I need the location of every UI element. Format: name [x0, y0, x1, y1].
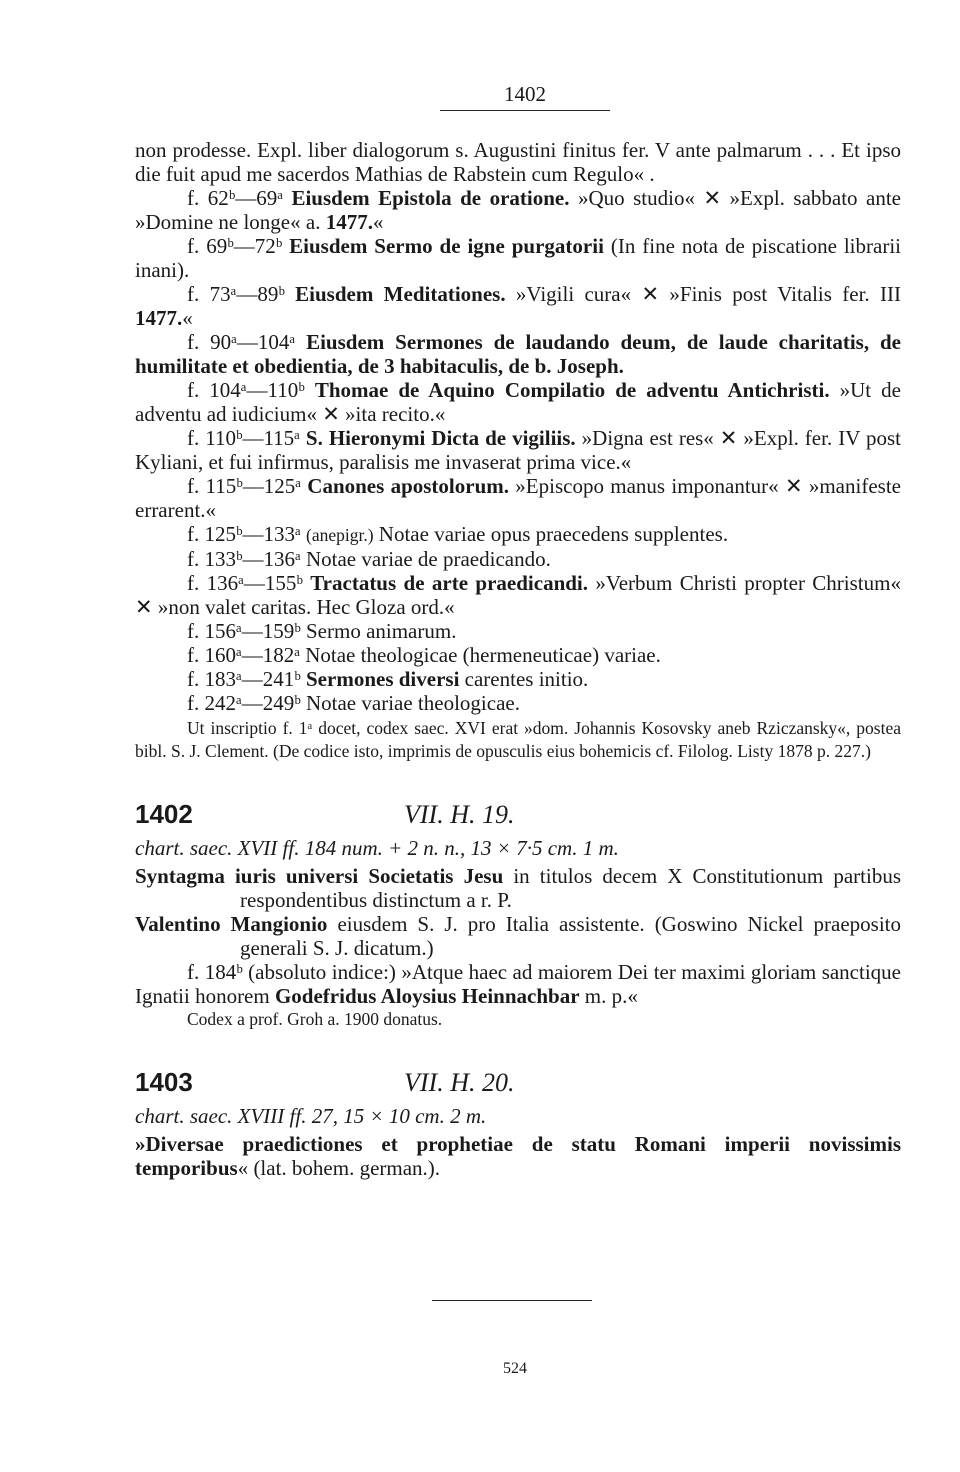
- item-title: Sermones diversi: [306, 667, 460, 691]
- incipit-explicit: »Digna est res« ✕ »Expl. fer. IV post Kyliani, et fui infirmus, paralisis me invaserat prima vice.«: [135, 426, 901, 474]
- entry-heading-1402: [135, 799, 901, 830]
- incipit-explicit: »Verbum Christi propter Christum« ✕ »non valet caritas. Hec Gloza ord.«: [135, 571, 901, 619]
- explicit-text: f. 184ᵇ (absoluto indice:) »Atque haec ad maiorem Dei ter maximi gloriam sanctique Ignatii honorem: [135, 960, 901, 1008]
- folio-range: f. 90ᵃ—104ᵃ: [187, 330, 307, 354]
- running-head: 1402: [504, 82, 546, 106]
- item-title: S. Hieronymi Dicta de vigiliis.: [305, 426, 576, 450]
- folio-range: f. 69ᵇ—72ᵇ: [187, 234, 290, 258]
- incipit-explicit: »Episcopo manus imponantur« ✕ »manifeste errarent.«: [135, 474, 901, 522]
- item-title: Eiusdem Sermo de igne purgatorii: [289, 234, 604, 258]
- item-title: Thomae de Aquino Compilatio de adventu Antichristi.: [314, 378, 830, 402]
- item-sermo-purgatorii: [135, 234, 901, 282]
- item-hieronymi: [135, 426, 901, 474]
- folio-range: f. 104ᵃ—110ᵇ: [187, 378, 315, 402]
- page-number: 524: [503, 1360, 527, 1377]
- end-rule: [432, 1300, 592, 1301]
- item-text: carentes initio.: [459, 667, 589, 691]
- incipit-explicit: »Quo studio« ✕ »Expl. sabbato ante »Domine ne longe« a.: [135, 186, 902, 234]
- explicit-end: m. p.«: [579, 984, 638, 1008]
- incipit-explicit: »Vigili cura« ✕ »Finis post Vitalis fer. III: [505, 282, 901, 306]
- donation-note: Codex a prof. Groh a. 1900 donatus.: [187, 1009, 443, 1029]
- folio-range: f. 136ᵃ—155ᵇ: [187, 571, 311, 595]
- item-title: Canones apostolorum.: [307, 474, 510, 498]
- item-epistola: [135, 186, 901, 234]
- item-notae-supplentes: [135, 522, 901, 547]
- header-rule: [440, 110, 610, 111]
- item-title: Eiusdem Sermones de laudando deum, de laude charitatis, de humilitate et obedientia, de 3 habitaculis, de b. Joseph.: [135, 330, 901, 378]
- shelf-mark: VII. H. 20.: [404, 1068, 515, 1097]
- item-sermo-animarum: f. 156ᵃ—159ᵇ Sermo animarum.: [187, 619, 457, 643]
- item-small-remark: (anepigr.): [306, 525, 374, 545]
- closing-quote: «: [372, 210, 384, 234]
- item-year: 1477.: [135, 306, 183, 330]
- scribe-name: Godefridus Aloysius Heinnachbar: [274, 984, 580, 1008]
- entry-number: 1403: [135, 1067, 193, 1097]
- item-notae-variae: f. 242ᵃ—249ᵇ Notae variae theologicae.: [187, 691, 520, 715]
- work-title-rest: in titulos decem X Constitutionum partibus respondentibus distinctum a r. P.: [240, 864, 901, 912]
- author-remark: eiusdem S. J. pro Italia assistente. (Goswino Nickel praeposito generali S. J. dicatum.): [240, 912, 901, 960]
- item-meditationes: [135, 282, 901, 330]
- entry-title-line-1: [135, 864, 901, 912]
- codex-description: chart. saec. XVII ff. 184 num. + 2 n. n., 13 × 7·5 cm. 1 m.: [135, 836, 619, 860]
- item-title: Tractatus de arte praedicandi.: [310, 571, 589, 595]
- work-title-rest: « (lat. bohem. german.).: [237, 1156, 441, 1180]
- codex-description: chart. saec. XVIII ff. 27, 15 × 10 cm. 2 m.: [135, 1104, 487, 1128]
- folio-range: f. 115ᵇ—125ᵃ: [187, 474, 308, 498]
- folio-range: f. 125ᵇ—133ᵃ: [187, 522, 306, 546]
- paragraph-continuation: non prodesse. Expl. liber dialogorum s. Augustini finitus fer. V ante palmarum . . . Et ipso die fuit apud me sacerdos Mathias de Rabstein cum Regulo« .: [135, 138, 901, 186]
- provenance-note: Ut inscriptio f. 1ᵃ docet, codex saec. XVI erat »dom. Johannis Kosovsky aneb Rziczansky«, postea bibl. S. J. Clement. (De codice isto, imprimis de opusculis eius bohemicis cf. Filolog. Listy 1878 p. 227.): [135, 718, 901, 761]
- item-title: Eiusdem Epistola de oratione.: [291, 186, 570, 210]
- item-sermones-diversi: [135, 667, 901, 691]
- item-tractatus: [135, 571, 901, 619]
- item-antichristi: [135, 378, 901, 426]
- item-notae-theologicae: f. 160ᵃ—182ᵃ Notae theologicae (hermeneuticae) variae.: [187, 643, 661, 667]
- entry-title-line-2: [135, 912, 901, 960]
- closing-quote: «: [182, 306, 193, 330]
- work-title: Syntagma iuris universi Societatis Jesu: [135, 864, 504, 888]
- item-text: Notae variae opus praecedens supplentes.: [373, 522, 729, 546]
- page-body: [135, 138, 901, 1180]
- item-remark: (In fine nota de piscatione librarii inani).: [135, 234, 901, 282]
- work-title: »Diversae praedictiones et prophetiae de statu Romani imperii novissimis temporibus: [135, 1132, 901, 1180]
- item-canones: [135, 474, 901, 522]
- item-notae-praedicando: f. 133ᵇ—136ᵃ Notae variae de praedicando.: [187, 547, 551, 571]
- item-year: 1477.: [325, 210, 373, 234]
- folio-range: f. 73ᵃ—89ᵇ: [187, 282, 296, 306]
- folio-range: f. 110ᵇ—115ᵃ: [187, 426, 306, 450]
- incipit-explicit: »Ut de adventu ad iudicium« ✕ »ita recito.«: [135, 378, 901, 426]
- folio-range: f. 62ᵇ—69ᵃ: [187, 186, 292, 210]
- item-sermones-laudando: [135, 330, 901, 378]
- entry-number: 1402: [135, 799, 193, 829]
- item-title: Eiusdem Meditationes.: [295, 282, 506, 306]
- entry-heading-1403: [135, 1067, 901, 1098]
- folio-range: f. 183ᵃ—241ᵇ: [187, 667, 306, 691]
- entry-title: [135, 1132, 901, 1180]
- explicit-paragraph: [135, 960, 901, 1008]
- shelf-mark: VII. H. 19.: [404, 800, 515, 829]
- author-name: Valentino Mangionio: [135, 912, 328, 936]
